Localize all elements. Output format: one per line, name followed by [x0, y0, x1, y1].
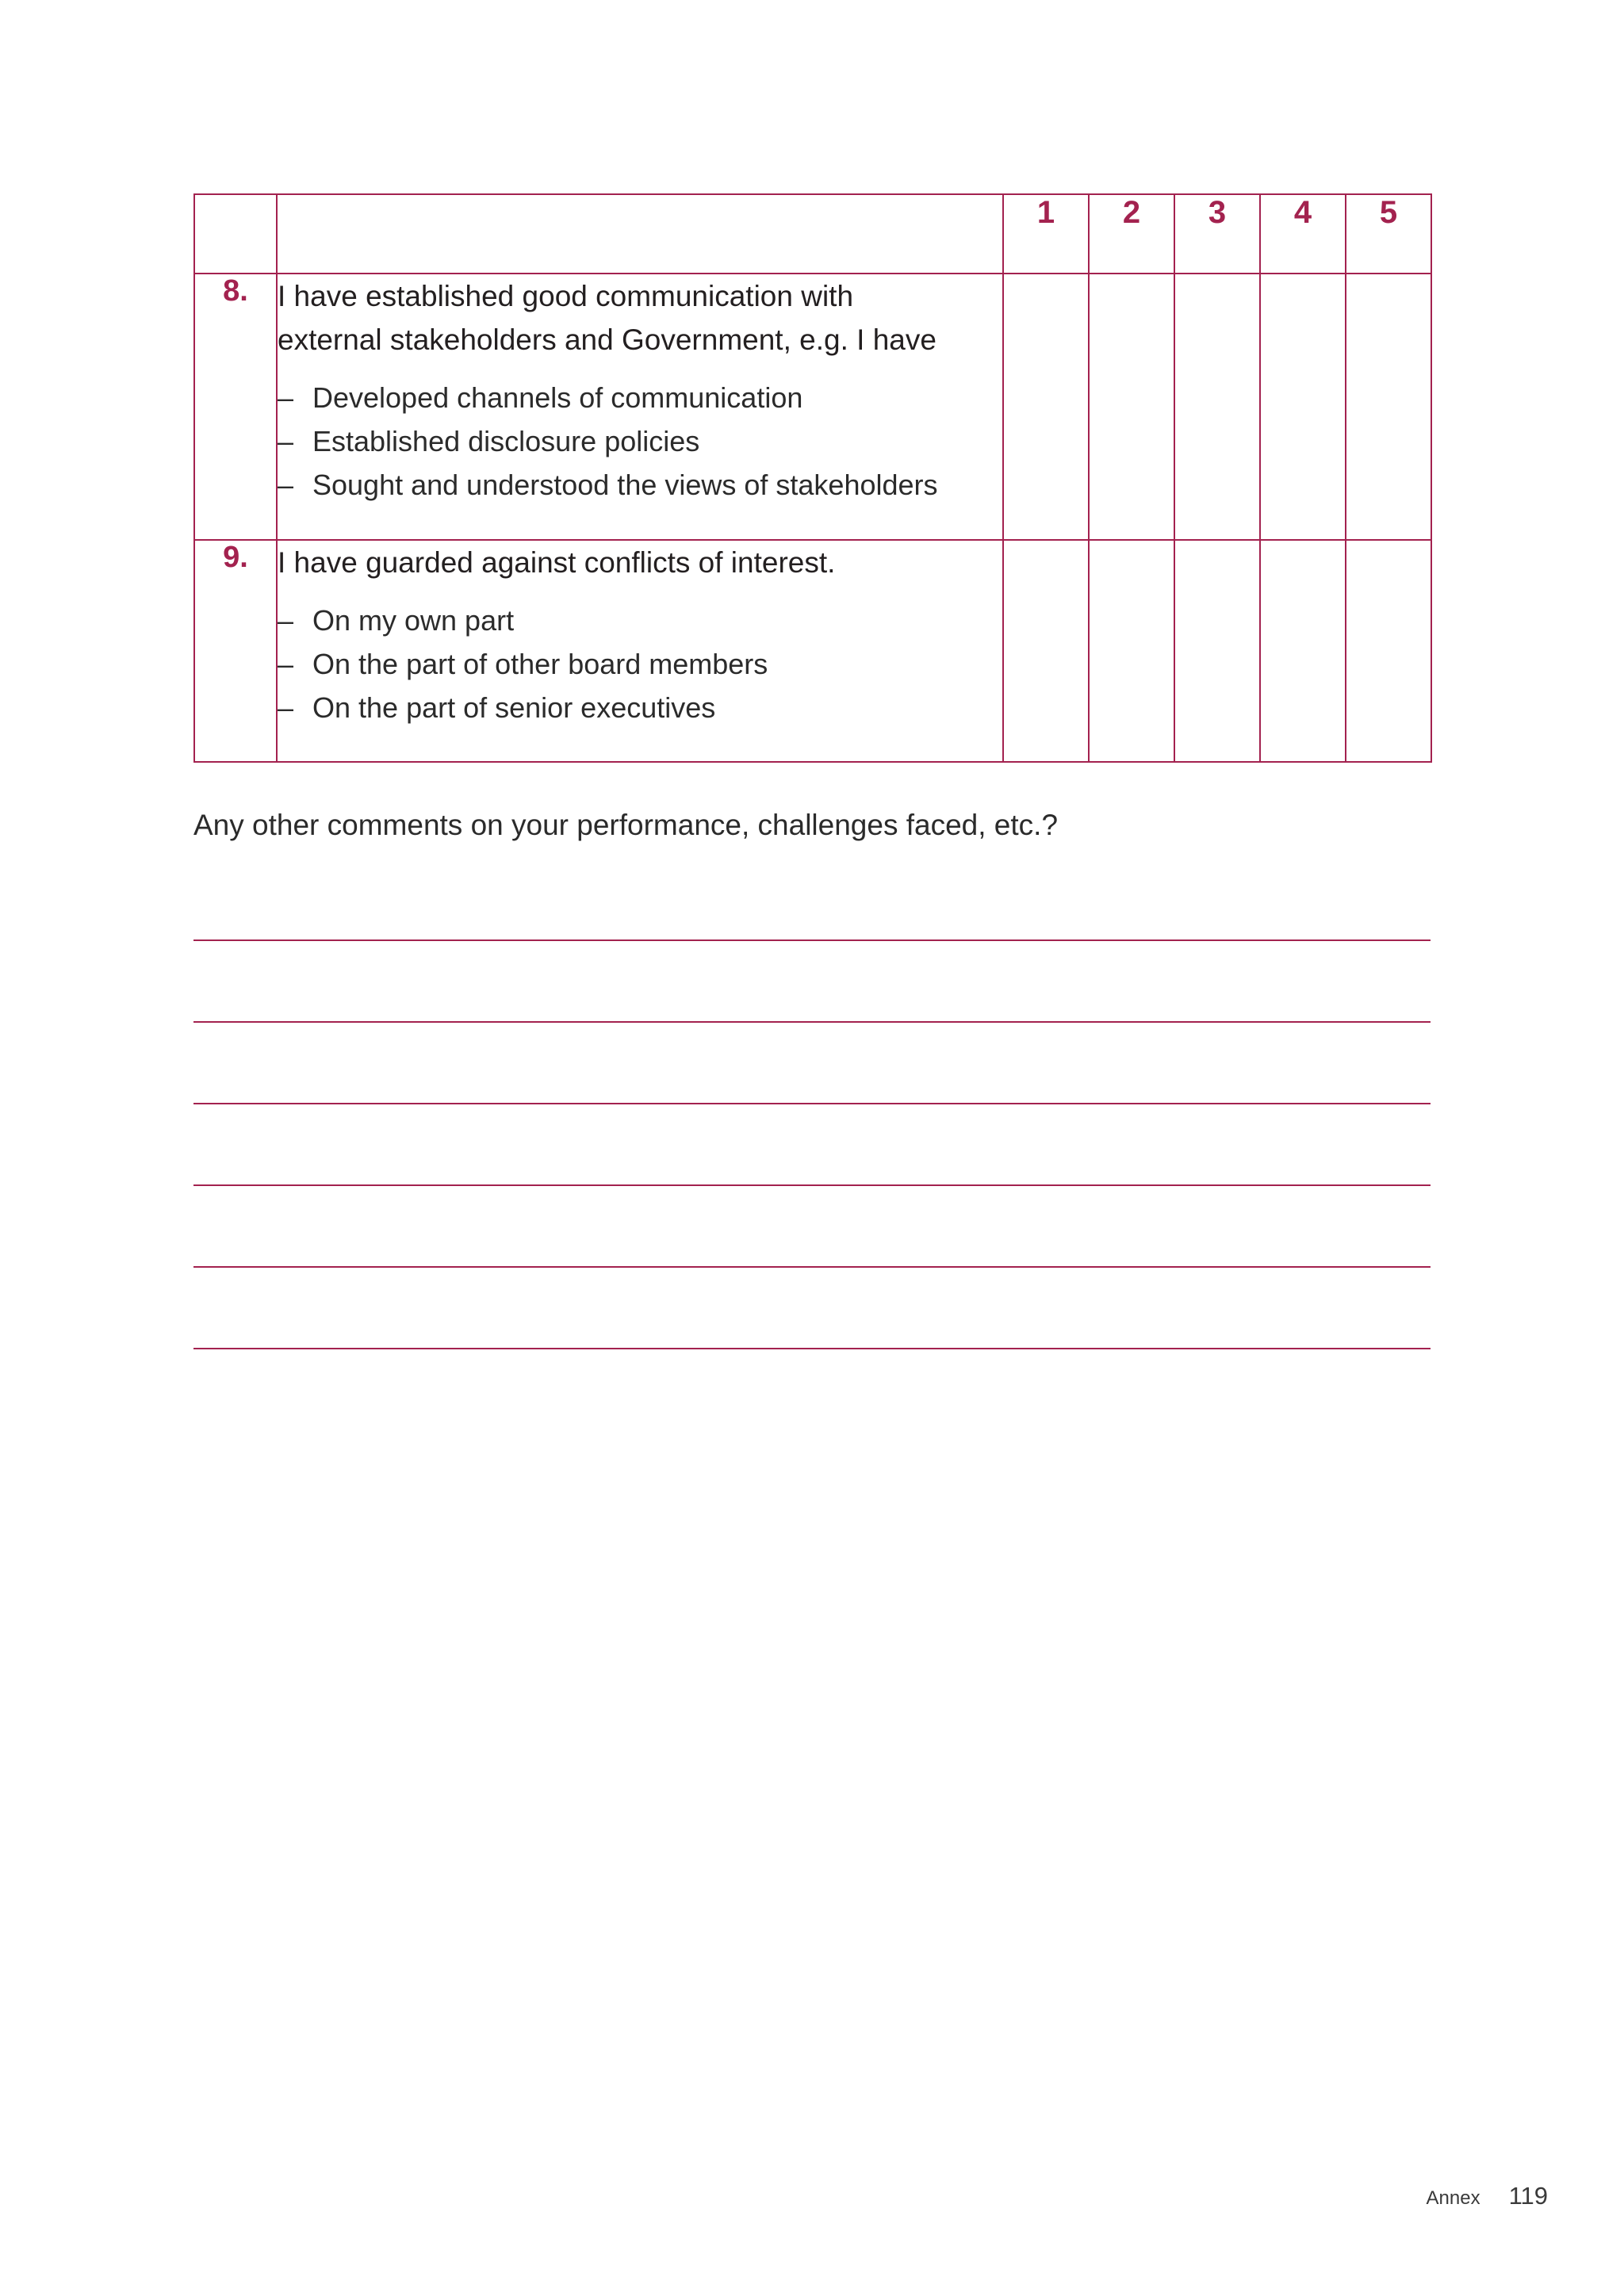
table-header-row: [194, 194, 1431, 274]
self-assessment-table: [193, 193, 1432, 763]
sub-item: [278, 376, 1002, 419]
table-row-item-8: [194, 274, 1431, 540]
score-cell-5[interactable]: [1346, 540, 1431, 762]
item-statement: [278, 541, 1002, 584]
comment-line-5[interactable]: [193, 1266, 1431, 1268]
sub-item: [278, 419, 1002, 463]
item-statement: [278, 274, 1002, 362]
score-header-4: 4: [1260, 194, 1346, 274]
item-statement-cell: [277, 540, 1003, 762]
sub-item-list: [278, 376, 1002, 507]
dash-glyph: –: [278, 604, 294, 637]
item-number: 8.: [194, 274, 277, 540]
score-cell-4[interactable]: [1260, 274, 1346, 540]
dash-glyph: –: [278, 425, 294, 457]
page-number: 119: [1508, 2182, 1548, 2210]
score-header-2: 2: [1089, 194, 1174, 274]
comment-line-1[interactable]: [193, 939, 1431, 941]
sub-item-text: Established disclosure policies: [312, 425, 700, 457]
comment-line-6[interactable]: [193, 1348, 1431, 1349]
score-cell-2[interactable]: [1089, 540, 1174, 762]
header-statement-cell: [277, 194, 1003, 274]
score-cell-3[interactable]: [1174, 540, 1260, 762]
item-statement-cell: [277, 274, 1003, 540]
statement-line: I have established good communication with: [278, 280, 854, 312]
sub-item-text: On the part of senior executives: [312, 691, 716, 724]
header-number-cell: [194, 194, 277, 274]
statement-line: I have guarded against conflicts of interest.: [278, 546, 836, 579]
sub-item-text: Sought and understood the views of stakeholders: [312, 469, 938, 501]
score-header-5: 5: [1346, 194, 1431, 274]
comments-prompt: Any other comments on your performance, challenges faced, etc.?: [193, 809, 1059, 841]
score-cell-5[interactable]: [1346, 274, 1431, 540]
sub-item: [278, 463, 1002, 507]
sub-item: [278, 642, 1002, 686]
table-row-item-9: [194, 540, 1431, 762]
sub-item: [278, 686, 1002, 729]
sub-item-text: Developed channels of communication: [312, 381, 803, 414]
dash-glyph: –: [278, 469, 294, 501]
score-cell-1[interactable]: [1003, 540, 1089, 762]
score-cell-3[interactable]: [1174, 274, 1260, 540]
comment-line-4[interactable]: [193, 1184, 1431, 1186]
item-number: 9.: [194, 540, 277, 762]
score-header-1: 1: [1003, 194, 1089, 274]
footer-section-label: Annex: [1426, 2187, 1480, 2209]
score-cell-2[interactable]: [1089, 274, 1174, 540]
dash-glyph: –: [278, 381, 294, 414]
sub-item-text: On my own part: [312, 604, 515, 637]
statement-line: external stakeholders and Government, e.g. I have: [278, 323, 936, 356]
sub-item-list: [278, 599, 1002, 729]
score-header-3: 3: [1174, 194, 1260, 274]
sub-item: [278, 599, 1002, 642]
comment-line-2[interactable]: [193, 1021, 1431, 1023]
comment-line-3[interactable]: [193, 1103, 1431, 1104]
score-cell-4[interactable]: [1260, 540, 1346, 762]
dash-glyph: –: [278, 648, 294, 680]
page-footer: [1427, 2182, 1548, 2210]
dash-glyph: –: [278, 691, 294, 724]
score-cell-1[interactable]: [1003, 274, 1089, 540]
sub-item-text: On the part of other board members: [312, 648, 768, 680]
